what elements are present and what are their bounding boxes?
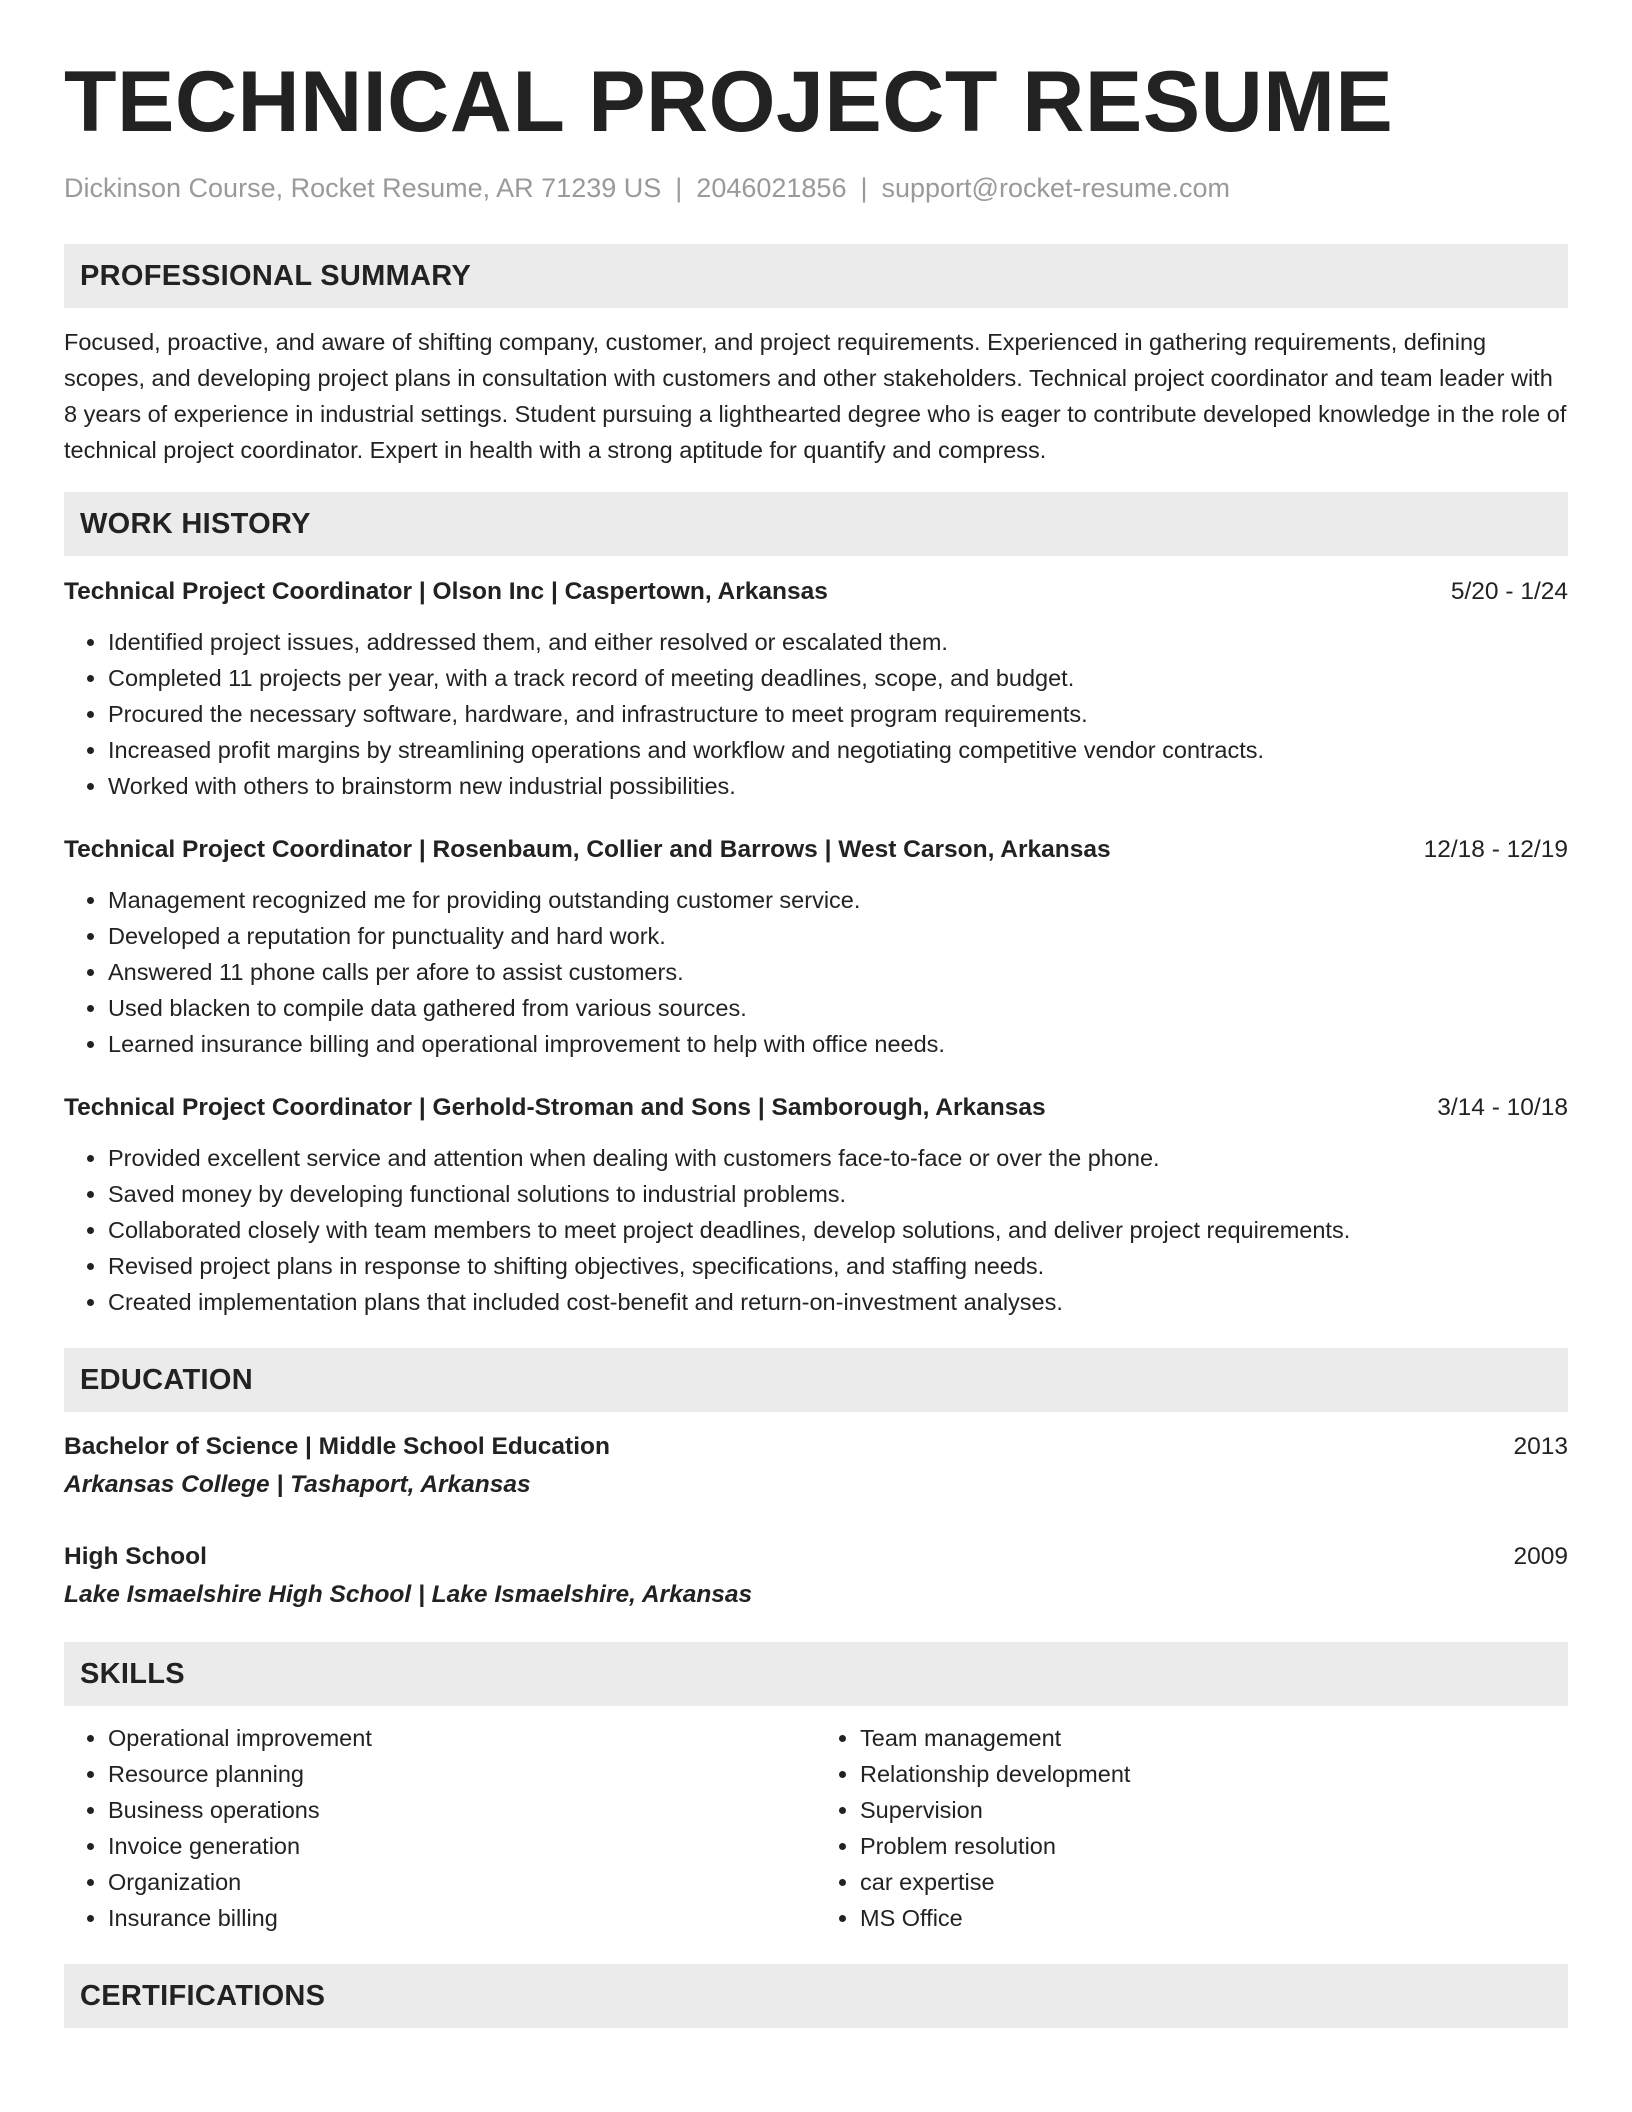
- skill-item: • Insurance billing: [108, 1900, 816, 1936]
- job-dates: 12/18 - 12/19: [1423, 836, 1568, 863]
- contact-address: Dickinson Course, Rocket Resume, AR 71239 US: [64, 173, 662, 203]
- job-entry: [64, 574, 1568, 804]
- summary-section-header: [64, 244, 1568, 308]
- education-entry: [64, 1538, 1568, 1614]
- skill-item: • Team management: [860, 1720, 1568, 1756]
- job-bullet: • Identified project issues, addressed them, and either resolved or escalated them.: [108, 624, 1568, 660]
- skill-item: • Operational improvement: [108, 1720, 816, 1756]
- job-entry: [64, 832, 1568, 1062]
- certifications-section-header: [64, 1964, 1568, 2028]
- job-bullets: [64, 1140, 1568, 1320]
- job-title: Technical Project Coordinator | Rosenbaum, Collier and Barrows | West Carson, Arkansas: [64, 836, 1111, 863]
- skill-item: • Supervision: [860, 1792, 1568, 1828]
- job-bullet: • Increased profit margins by streamlining operations and workflow and negotiating competitive vendor contracts.: [108, 732, 1568, 768]
- education-degree: Bachelor of Science | Middle School Education: [64, 1433, 610, 1460]
- skill-item: • MS Office: [860, 1900, 1568, 1936]
- summary-heading: PROFESSIONAL SUMMARY: [80, 259, 472, 292]
- education-entry: [64, 1428, 1568, 1504]
- job-bullets: [64, 882, 1568, 1062]
- job-bullet: • Used blacken to compile data gathered from various sources.: [108, 990, 1568, 1026]
- contact-email: support@rocket-resume.com: [881, 173, 1231, 203]
- education-heading: EDUCATION: [80, 1363, 253, 1396]
- skills-heading: SKILLS: [80, 1657, 185, 1690]
- certifications-heading: CERTIFICATIONS: [80, 1979, 326, 2012]
- education-year: 2013: [1513, 1433, 1568, 1460]
- job-bullet: • Worked with others to brainstorm new industrial possibilities.: [108, 768, 1568, 804]
- skill-item: • Problem resolution: [860, 1828, 1568, 1864]
- job-bullet: • Revised project plans in response to shifting objectives, specifications, and staffing needs.: [108, 1248, 1568, 1284]
- job-bullets: [64, 624, 1568, 804]
- job-bullet: • Created implementation plans that included cost-benefit and return-on-investment analyses.: [108, 1284, 1568, 1320]
- contact-separator: |: [860, 173, 868, 203]
- skills-section-header: [64, 1642, 1568, 1706]
- summary-text: Focused, proactive, and aware of shifting company, customer, and project requirements. Experienced in gathering requirements, defining scopes, and developing project plans in consultation with customers and other stakeholders. Technical project coordinator and team leader with 8 years of experience in industrial settings. Student pursuing a lighthearted degree who is eager to contribute developed knowledge in the role of technical project coordinator. Expert in health with a strong aptitude for quantify and compress.: [64, 329, 1567, 463]
- education-degree: High School: [64, 1543, 207, 1570]
- job-title: Technical Project Coordinator | Gerhold-Stroman and Sons | Samborough, Arkansas: [64, 1094, 1046, 1121]
- skill-item: • Relationship development: [860, 1756, 1568, 1792]
- job-dates: 5/20 - 1/24: [1450, 578, 1568, 605]
- skill-item: • car expertise: [860, 1864, 1568, 1900]
- skill-item: • Business operations: [108, 1792, 816, 1828]
- job-dates: 3/14 - 10/18: [1437, 1094, 1568, 1121]
- job-title: Technical Project Coordinator | Olson Inc | Caspertown, Arkansas: [64, 578, 828, 605]
- job-bullet: • Saved money by developing functional solutions to industrial problems.: [108, 1176, 1568, 1212]
- job-bullet: • Developed a reputation for punctuality and hard work.: [108, 918, 1568, 954]
- resume-title: TECHNICAL PROJECT RESUME: [64, 54, 1394, 150]
- education-year: 2009: [1513, 1543, 1568, 1570]
- skill-item: • Invoice generation: [108, 1828, 816, 1864]
- contact-line: [64, 170, 1568, 206]
- education-school: Lake Ismaelshire High School | Lake Ismaelshire, Arkansas: [64, 1581, 753, 1608]
- job-bullet: • Management recognized me for providing outstanding customer service.: [108, 882, 1568, 918]
- contact-phone: 2046021856: [696, 173, 847, 203]
- skills-list: [64, 1720, 1568, 1936]
- work-heading: WORK HISTORY: [80, 507, 311, 540]
- skill-item: • Organization: [108, 1864, 816, 1900]
- job-bullet: • Procured the necessary software, hardware, and infrastructure to meet program requirements.: [108, 696, 1568, 732]
- skills-column-right: [816, 1720, 1568, 1936]
- job-entry: [64, 1090, 1568, 1320]
- work-section-header: [64, 492, 1568, 556]
- job-bullet: • Answered 11 phone calls per afore to assist customers.: [108, 954, 1568, 990]
- job-bullet: • Learned insurance billing and operational improvement to help with office needs.: [108, 1026, 1568, 1062]
- education-school: Arkansas College | Tashaport, Arkansas: [64, 1471, 531, 1498]
- skill-item: • Resource planning: [108, 1756, 816, 1792]
- job-bullet: • Provided excellent service and attention when dealing with customers face-to-face or over the phone.: [108, 1140, 1568, 1176]
- job-bullet: • Completed 11 projects per year, with a track record of meeting deadlines, scope, and budget.: [108, 660, 1568, 696]
- contact-separator: |: [675, 173, 683, 203]
- job-bullet: • Collaborated closely with team members to meet project deadlines, develop solutions, and deliver project requirements.: [108, 1212, 1568, 1248]
- education-section-header: [64, 1348, 1568, 1412]
- skills-column-left: [64, 1720, 816, 1936]
